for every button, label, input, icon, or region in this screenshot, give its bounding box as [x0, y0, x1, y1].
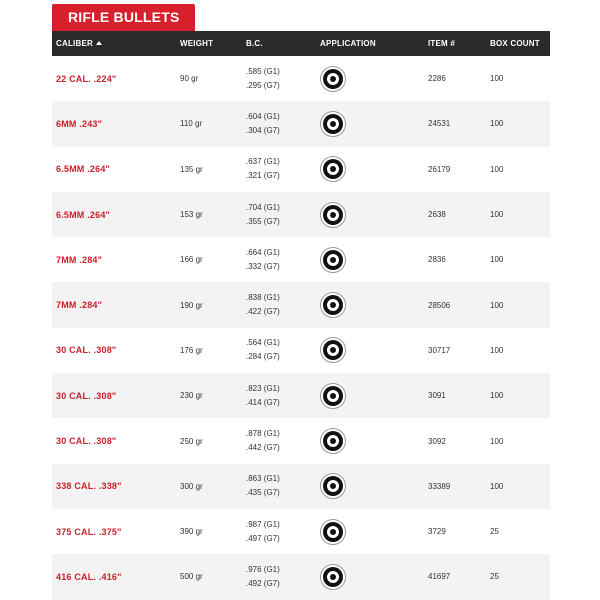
bc-cell	[246, 472, 320, 500]
table-row[interactable]	[52, 464, 550, 509]
weight-cell: 110 gr	[180, 119, 203, 129]
item-number-cell: 28506	[428, 300, 451, 310]
box-count-cell: 100	[490, 391, 504, 401]
box-count-cell: 25	[490, 527, 499, 537]
weight-column-header[interactable]: WEIGHT	[180, 39, 214, 48]
caliber-link[interactable]: 30 CAL. .308"	[56, 436, 117, 447]
bc-g7-value: .414 (G7)	[246, 397, 280, 407]
bc-g7-value: .321 (G7)	[246, 171, 280, 181]
table-row[interactable]	[52, 418, 550, 463]
item-number-cell: 24531	[428, 119, 451, 129]
caliber-link[interactable]: 7MM .284"	[56, 300, 103, 311]
bc-g1-value: .704 (G1)	[246, 202, 280, 212]
weight-cell: 250 gr	[180, 436, 203, 446]
bc-g7-value: .442 (G7)	[246, 443, 280, 453]
bc-g1-value: .664 (G1)	[246, 247, 280, 257]
bc-cell	[246, 382, 320, 410]
bc-g7-value: .497 (G7)	[246, 533, 280, 543]
application-cell	[320, 428, 428, 454]
table-row[interactable]	[52, 554, 550, 599]
bc-g1-value: .987 (G1)	[246, 519, 280, 529]
bc-g7-value: .435 (G7)	[246, 488, 280, 498]
application-cell	[320, 473, 428, 499]
table-row[interactable]	[52, 192, 550, 237]
table-row[interactable]	[52, 509, 550, 554]
bc-g1-value: .823 (G1)	[246, 383, 280, 393]
table-body	[52, 56, 550, 600]
application-cell	[320, 519, 428, 545]
table-row[interactable]	[52, 373, 550, 418]
application-cell	[320, 156, 428, 182]
box-count-column-header[interactable]: BOX COUNT	[490, 39, 540, 48]
bc-g1-value: .863 (G1)	[246, 474, 280, 484]
box-count-cell: 100	[490, 481, 504, 491]
item-number-cell: 3729	[428, 527, 446, 537]
box-count-cell: 100	[490, 345, 504, 355]
weight-cell: 190 gr	[180, 300, 203, 310]
weight-cell: 90 gr	[180, 74, 199, 84]
caliber-link[interactable]: 22 CAL. .224"	[56, 73, 117, 84]
bc-g1-value: .838 (G1)	[246, 293, 280, 303]
weight-cell: 230 gr	[180, 391, 203, 401]
table-row[interactable]	[52, 101, 550, 146]
weight-cell: 135 gr	[180, 164, 203, 174]
table-header	[52, 31, 550, 56]
sort-up-icon[interactable]	[96, 41, 102, 45]
caliber-link[interactable]: 416 CAL. .416"	[56, 571, 122, 582]
table-row[interactable]	[52, 328, 550, 373]
application-column-header[interactable]: APPLICATION	[320, 39, 376, 48]
table-row[interactable]	[52, 282, 550, 327]
rifle-bullets-tab[interactable]: RIFLE BULLETS	[52, 4, 195, 31]
bc-g1-value: .976 (G1)	[246, 564, 280, 574]
item-number-cell: 30717	[428, 345, 451, 355]
item-column-header[interactable]: ITEM #	[428, 39, 455, 48]
bc-cell	[246, 291, 320, 319]
item-number-cell: 2286	[428, 74, 446, 84]
bc-cell	[246, 518, 320, 546]
box-count-cell: 100	[490, 74, 504, 84]
bc-g7-value: .422 (G7)	[246, 307, 280, 317]
bc-column-header[interactable]: B.C.	[246, 39, 263, 48]
bc-cell	[246, 65, 320, 93]
application-cell	[320, 564, 428, 590]
box-count-cell: 100	[490, 210, 504, 220]
weight-cell: 500 gr	[180, 572, 203, 582]
bc-cell	[246, 427, 320, 455]
box-count-cell: 100	[490, 255, 504, 265]
item-number-cell: 2638	[428, 210, 446, 220]
target-icon	[320, 156, 346, 182]
bc-g7-value: .332 (G7)	[246, 261, 280, 271]
caliber-link[interactable]: 30 CAL. .308"	[56, 390, 117, 401]
item-number-cell: 33389	[428, 481, 451, 491]
bc-g7-value: .355 (G7)	[246, 216, 280, 226]
bc-g1-value: .585 (G1)	[246, 66, 280, 76]
target-icon	[320, 202, 346, 228]
bc-g7-value: .304 (G7)	[246, 125, 280, 135]
bc-g7-value: .492 (G7)	[246, 578, 280, 588]
target-icon	[320, 428, 346, 454]
weight-cell: 300 gr	[180, 481, 203, 491]
rifle-bullets-panel	[52, 4, 550, 600]
target-icon	[320, 292, 346, 318]
application-cell	[320, 247, 428, 273]
target-icon	[320, 66, 346, 92]
table-row[interactable]	[52, 237, 550, 282]
table-row[interactable]	[52, 147, 550, 192]
item-number-cell: 2836	[428, 255, 446, 265]
caliber-link[interactable]: 7MM .284"	[56, 254, 103, 265]
target-icon	[320, 111, 346, 137]
target-icon	[320, 247, 346, 273]
caliber-header-label: CALIBER	[56, 39, 93, 48]
box-count-cell: 100	[490, 119, 504, 129]
application-cell	[320, 292, 428, 318]
weight-cell: 153 gr	[180, 210, 203, 220]
item-number-cell: 26179	[428, 164, 451, 174]
application-cell	[320, 111, 428, 137]
weight-cell: 166 gr	[180, 255, 203, 265]
box-count-cell: 100	[490, 164, 504, 174]
table-row[interactable]	[52, 56, 550, 101]
target-icon	[320, 337, 346, 363]
bc-g7-value: .284 (G7)	[246, 352, 280, 362]
application-cell	[320, 383, 428, 409]
item-number-cell: 3091	[428, 391, 446, 401]
application-cell	[320, 202, 428, 228]
bc-cell	[246, 563, 320, 591]
bc-g1-value: .604 (G1)	[246, 111, 280, 121]
box-count-cell: 100	[490, 436, 504, 446]
bc-cell	[246, 336, 320, 364]
target-icon	[320, 564, 346, 590]
caliber-link[interactable]: 338 CAL. .338"	[56, 481, 122, 492]
bc-g1-value: .878 (G1)	[246, 429, 280, 439]
weight-cell: 176 gr	[180, 345, 203, 355]
bc-cell	[246, 155, 320, 183]
bc-g1-value: .637 (G1)	[246, 157, 280, 167]
target-icon	[320, 383, 346, 409]
caliber-link[interactable]: 6.5MM .264"	[56, 164, 110, 175]
caliber-link[interactable]: 375 CAL. .375"	[56, 526, 122, 537]
target-icon	[320, 519, 346, 545]
caliber-column-header[interactable]	[52, 39, 176, 48]
caliber-link[interactable]: 30 CAL. .308"	[56, 345, 117, 356]
bc-cell	[246, 246, 320, 274]
caliber-link[interactable]: 6MM .243"	[56, 118, 103, 129]
box-count-cell: 100	[490, 300, 504, 310]
bc-cell	[246, 110, 320, 138]
box-count-cell: 25	[490, 572, 499, 582]
item-number-cell: 41697	[428, 572, 451, 582]
bc-cell	[246, 201, 320, 229]
item-number-cell: 3092	[428, 436, 446, 446]
application-cell	[320, 66, 428, 92]
weight-cell: 390 gr	[180, 527, 203, 537]
bc-g1-value: .564 (G1)	[246, 338, 280, 348]
caliber-link[interactable]: 6.5MM .264"	[56, 209, 110, 220]
bc-g7-value: .295 (G7)	[246, 80, 280, 90]
application-cell	[320, 337, 428, 363]
target-icon	[320, 473, 346, 499]
